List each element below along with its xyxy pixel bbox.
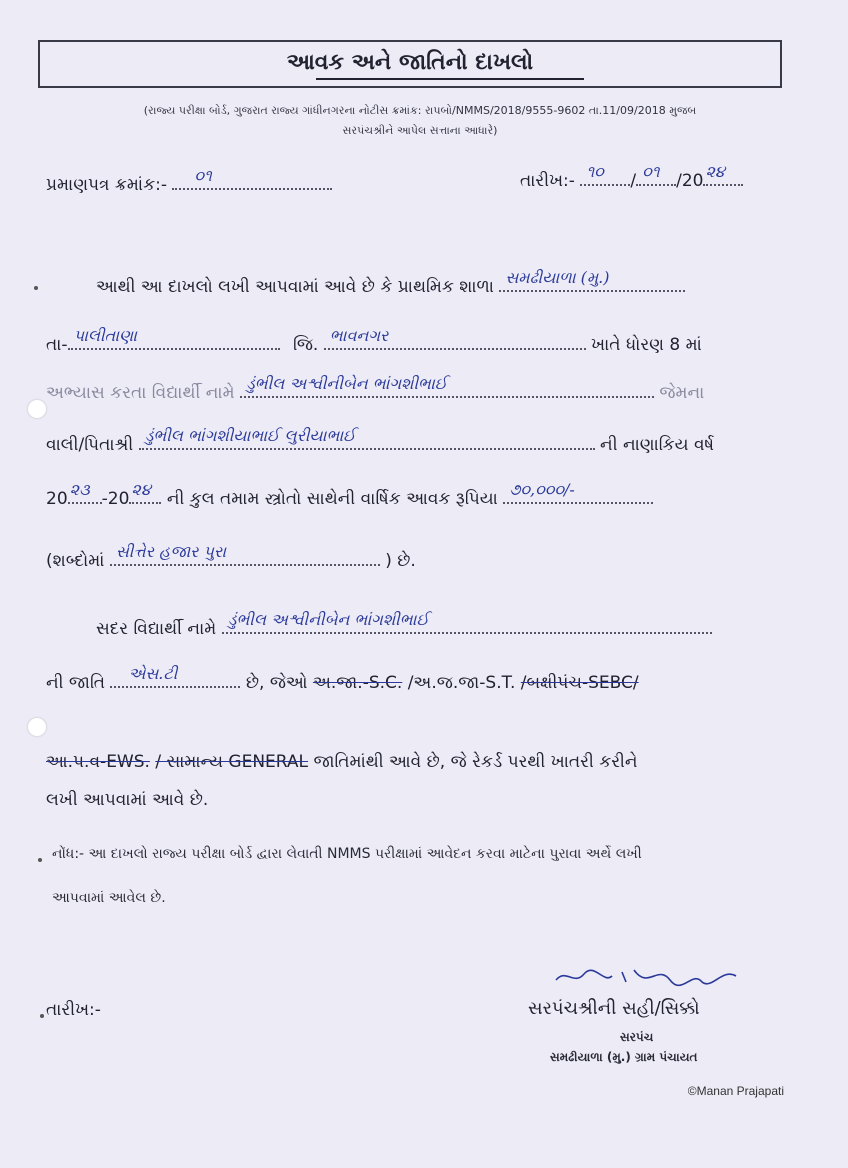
caste-option-ews: આ.પ.વ-EWS.: [46, 752, 150, 772]
year-to-field: [129, 480, 161, 504]
student-suffix: જેમના: [659, 383, 705, 403]
category-row: [46, 752, 638, 772]
district-label: જિ.: [292, 335, 319, 355]
reference-line-2: સરપંચશ્રીને આપેલ સત્તાના આધારે): [342, 124, 498, 137]
certificate-date-label: તારીખ:-: [520, 171, 575, 191]
stamp-line-1: સરપંચ: [620, 1030, 654, 1044]
date-day-value: ૧૦: [586, 162, 604, 181]
taluka-value: પાલીતાણા: [73, 326, 137, 345]
punch-hole-bottom: [28, 718, 46, 736]
caste-option-sebc: /બક્ષીપંચ-SEBC/: [520, 673, 639, 693]
year-from-value: ૨૩: [69, 480, 90, 499]
student2-row: [96, 610, 712, 639]
caste-option-general: / સામાન્ય GENERAL: [155, 752, 309, 772]
income-value: ૭૦,૦૦૦/-: [509, 480, 575, 499]
financial-year-label: ની નાણાકિય વર્ષ: [600, 435, 715, 455]
signature-image: [552, 960, 742, 994]
words-label: (શબ્દોમાં: [46, 551, 105, 571]
date-year-prefix: 20: [681, 171, 704, 191]
school-field: [499, 268, 685, 292]
caste-option-sc: અ.જા.-S.C.: [312, 673, 403, 693]
guardian-label: વાલી/પિતાશ્રી: [46, 435, 134, 455]
certificate-number-field: [172, 166, 332, 190]
year-to-prefix: 20: [107, 489, 130, 509]
student2-label: સદર વિદ્યાર્થી નામે: [96, 619, 217, 639]
caste-value: એસ.ટી: [128, 664, 178, 683]
year-to-value: ૨૪: [131, 480, 151, 499]
taluka-field: [68, 326, 280, 350]
date-day-field: [580, 162, 630, 186]
student-field: [240, 374, 654, 398]
note-line-2: આપવામાં આવેલ છે.: [52, 890, 166, 906]
date-month-field: [636, 162, 676, 186]
student2-value: ડુંભીલ અશ્વીનીબેન ભાંગશીભાઈ: [227, 610, 429, 629]
caste-row: [46, 664, 639, 693]
caste-text: છે, જેઓ: [245, 673, 308, 693]
closing-line: લખી આપવામાં આવે છે.: [46, 790, 209, 810]
district-field: [324, 326, 586, 350]
words-row: [46, 542, 416, 571]
stamp-line-2: સમઢીયાળા (મુ.) ગ્રામ પંચાયત: [550, 1050, 698, 1064]
record-text: જાતિમાંથી આવે છે, જે રેકર્ડ પરથી ખાતરી કરીને: [313, 752, 638, 772]
caste-label: ની જાતિ: [46, 673, 106, 693]
certificate-number-row: [46, 166, 332, 195]
student-row: [46, 374, 705, 403]
date-year-value: ૨૪: [705, 162, 725, 181]
words-value: સીત્તેર હજાર પુરા: [115, 542, 227, 561]
intro-text: આથી આ દાખલો લખી આપવામાં આવે છે કે પ્રાથમિક શાળા: [96, 277, 494, 297]
title-box: [38, 40, 782, 88]
reference-line-1: (રાજ્ય પરીક્ષા બોર્ડ, ગુજરાત રાજ્ય ગાંધીનગરના નોટીસ ક્રમાંક: રાપબો/NMMS/2018/9555-9602 તા.11/09/2018 મુજબ: [143, 104, 697, 117]
note-line-1: નોંધ:- આ દાખલો રાજ્ય પરીક્ષા બોર્ડ દ્વારા લેવાતી NMMS પરીક્ષામાં આવેદન કરવા માટેના પુરાવા અર્થે લખી: [52, 846, 642, 862]
income-text: ની કુલ તમામ સ્ત્રોતો સાથેની વાર્ષિક આવક રૂપિયા: [166, 489, 498, 509]
caste-option-st: /અ.જ.જા-S.T.: [407, 673, 516, 693]
date-month-value: ૦૧: [642, 162, 660, 181]
taluka-row: [46, 326, 702, 355]
credit-watermark: ©Manan Prajapati: [687, 1084, 784, 1098]
page-title: આવક અને જાતિનો દાખલો: [286, 50, 534, 75]
student-value: ડુંભીલ અશ્વીનીબેન ભાંગશીભાઈ: [246, 374, 448, 393]
title-underline: [316, 78, 584, 80]
caste-field: [110, 664, 240, 688]
income-field: [503, 480, 653, 504]
footer-date-label: તારીખ:-: [46, 1000, 101, 1020]
intro-row: [96, 268, 685, 297]
signature-scribble: [552, 960, 742, 999]
guardian-field: [139, 426, 595, 450]
income-row: 20 ૨૩ -20 ૨૪ ની કુલ તમામ સ્ત્રોતો સાથેની વાર્ષિક આવક રૂપિયા ૭૦,૦૦૦/-: [46, 484, 653, 509]
certificate-number-value: ૦૧: [194, 166, 212, 185]
student-prefix: અભ્યાસ કરતા વિદ્યાર્થી નામે: [46, 383, 235, 403]
guardian-value: ડુંભીલ ભાંગશીયાભાઈ લુરીયાભાઈ: [144, 426, 356, 445]
student2-field: [222, 610, 712, 634]
punch-hole-top: [28, 400, 46, 418]
year-from-field: [68, 480, 102, 504]
words-suffix: ) છે.: [385, 551, 416, 571]
taluka-label: તા-: [46, 335, 68, 355]
year-from-prefix: 20: [46, 489, 68, 509]
date-year-field: [703, 162, 743, 186]
margin-dot: [40, 1014, 44, 1018]
school-value: સમઢીયાળા (મુ.): [505, 268, 610, 287]
standard-text: ખાતે ધોરણ 8 માં: [591, 335, 702, 355]
district-value: ભાવનગર: [329, 326, 389, 345]
signature-label: સરપંચશ્રીની સહી/સિક્કો: [528, 998, 700, 1019]
certificate-number-label: પ્રમાણપત્ર ક્રમાંક:-: [46, 175, 167, 195]
words-field: [110, 542, 380, 566]
certificate-date-row: તારીખ:- ૧૦ / ૦૧ /20 ૨૪: [520, 166, 743, 191]
margin-dot: [34, 286, 38, 290]
margin-dot: [38, 858, 42, 862]
guardian-row: [46, 426, 715, 455]
